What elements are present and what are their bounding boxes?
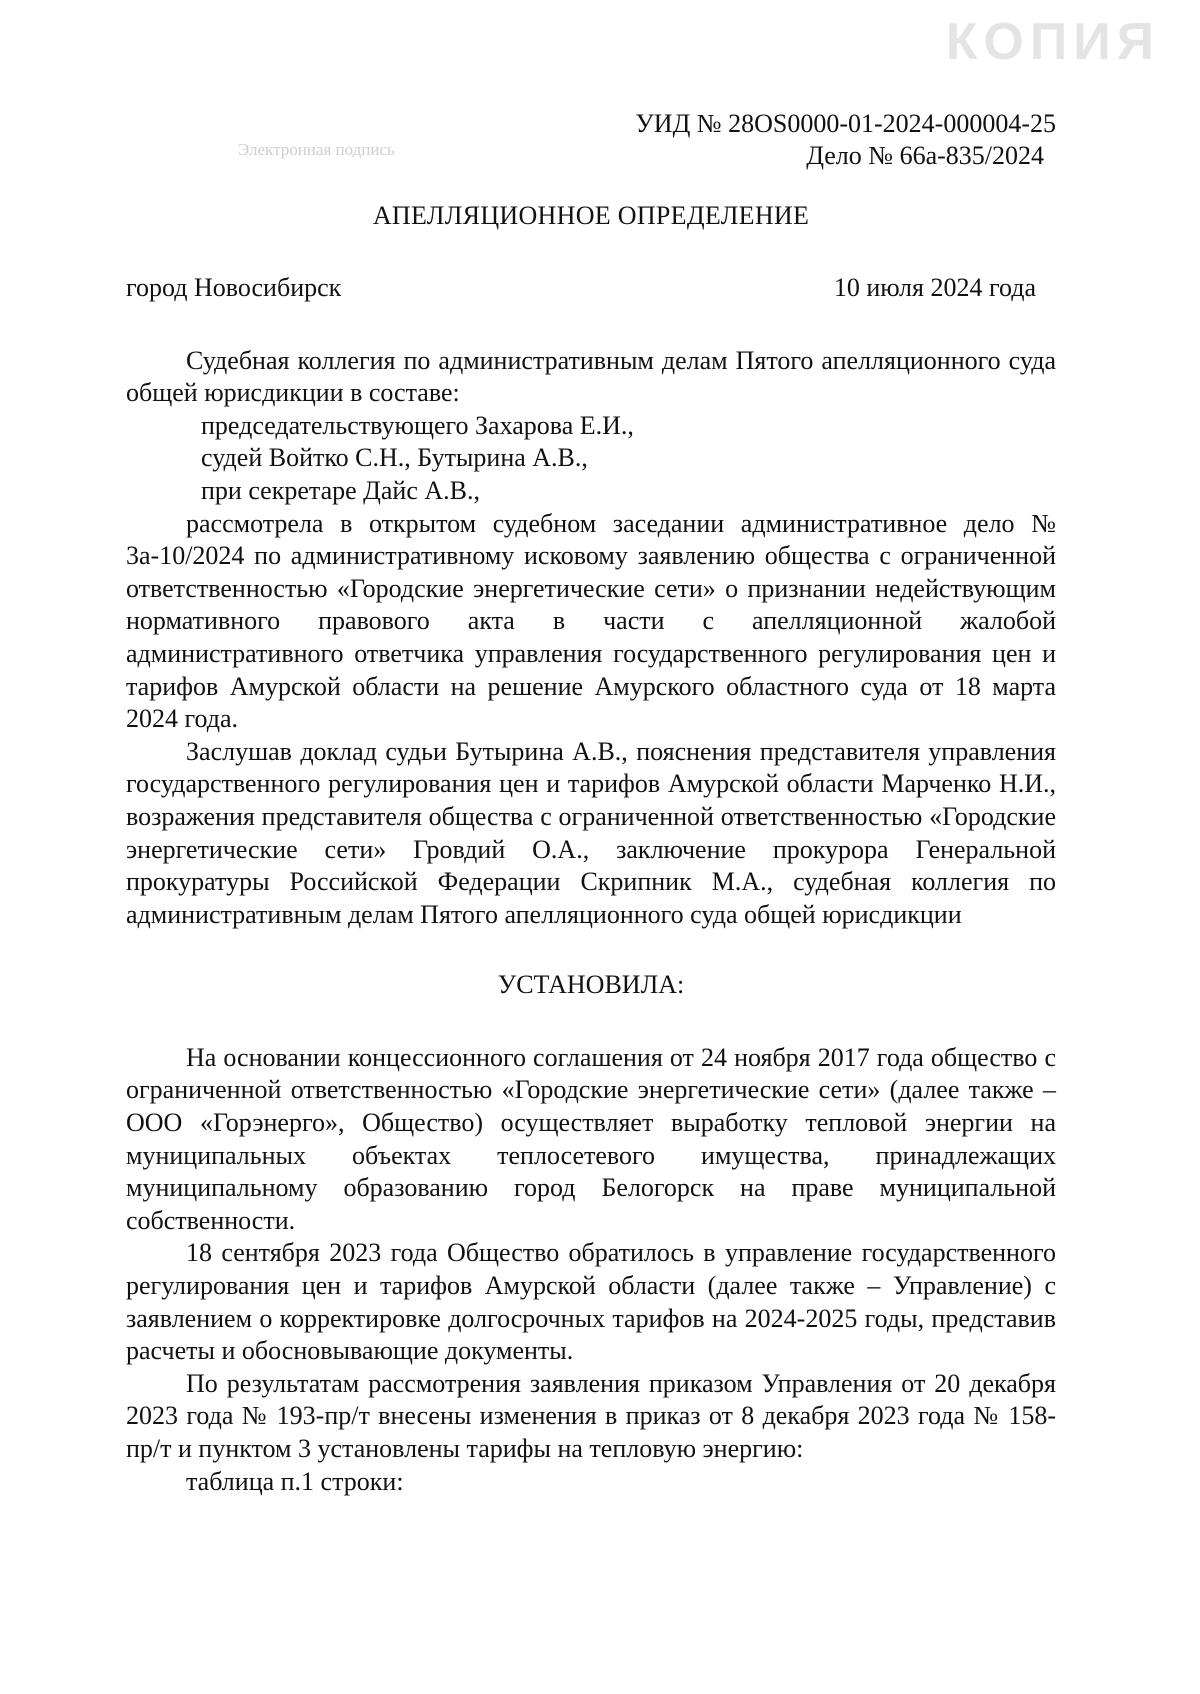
document-title: АПЕЛЛЯЦИОННОЕ ОПРЕДЕЛЕНИЕ	[372, 201, 810, 230]
paragraph-considered: рассмотрела в открытом судебном заседании административное дело № 3а-10/2024 по административному исковому заявлению общества с ограниченной ответственностью «Городские энергетические сети» о признании недействующим нормативного правового акта в части с апелляционной жалобой административного ответчика управления государственного регулирования цен и тарифов Амурской области на решение Амурского областного суда от 18 марта 2024 года.	[126, 508, 1056, 734]
case-header	[126, 108, 1056, 172]
document-page	[126, 108, 1056, 1498]
copy-stamp: КОПИЯ	[945, 13, 1160, 71]
body-paragraph-1: На основании концессионного соглашения от 24 ноября 2017 года общество с ограниченной ответственностью «Городские энергетические сети» (далее также – ООО «Горэнерго», Общество) осуществляет выработку тепловой энергии на муниципальных объектах теплосетевого имущества, принадлежащих муниципальному образованию город Белогорск на праве муниципальной собственности.	[126, 1042, 1056, 1235]
secretary: при секретаре Дайс А.В.,	[201, 475, 481, 505]
body-paragraph-2: 18 сентября 2023 года Общество обратилось в управление государственного регулирования цен и тарифов Амурской области (далее также – Управление) с заявлением о корректировке долгосрочных тарифов на 2024-2025 годы, представив расчеты и обосновывающие документы.	[126, 1238, 1056, 1366]
section-title: УСТАНОВИЛА:	[497, 970, 685, 1000]
case-number: Дело № 66а-835/2024	[806, 141, 1044, 170]
judges: судей Войтко С.Н., Бутырина А.В.,	[201, 443, 588, 473]
faded-signature-mark: Электронная подпись	[238, 140, 395, 159]
body-paragraph-4: таблица п.1 строки:	[186, 1466, 404, 1496]
city: город Новосибирск	[126, 273, 342, 302]
paragraph-heard: Заслушав доклад судьи Бутырина А.В., пояснения представителя управления государственного регулирования цен и тарифов Амурской области Марченко Н.И., возражения представителя общества с ограниченной ответственностью «Городские энергетические сети» Гровдий О.А., заключение прокурора Генеральной прокуратуры Российской Федерации Скрипник М.А., судебная коллегия по административным делам Пятого апелляционного суда общей юрисдикции	[126, 736, 1056, 929]
court-composition	[126, 345, 1056, 508]
composition-intro: Судебная коллегия по административным делам Пятого апелляционного суда общей юрисдикции в составе:	[126, 345, 1056, 408]
body-paragraph-3: По результатам рассмотрения заявления приказом Управления от 20 декабря 2023 года № 193-пр/т внесены изменения в приказ от 8 декабря 2023 года № 158-пр/т и пунктом 3 установлены тарифы на тепловую энергию:	[126, 1368, 1056, 1463]
decision-date: 10 июля 2024 года	[833, 273, 1036, 302]
place-date-line	[126, 272, 1056, 305]
presiding-judge: председательствующего Захарова Е.И.,	[201, 410, 634, 440]
uid-number: УИД № 28OS0000-01-2024-000004-25	[635, 109, 1056, 138]
